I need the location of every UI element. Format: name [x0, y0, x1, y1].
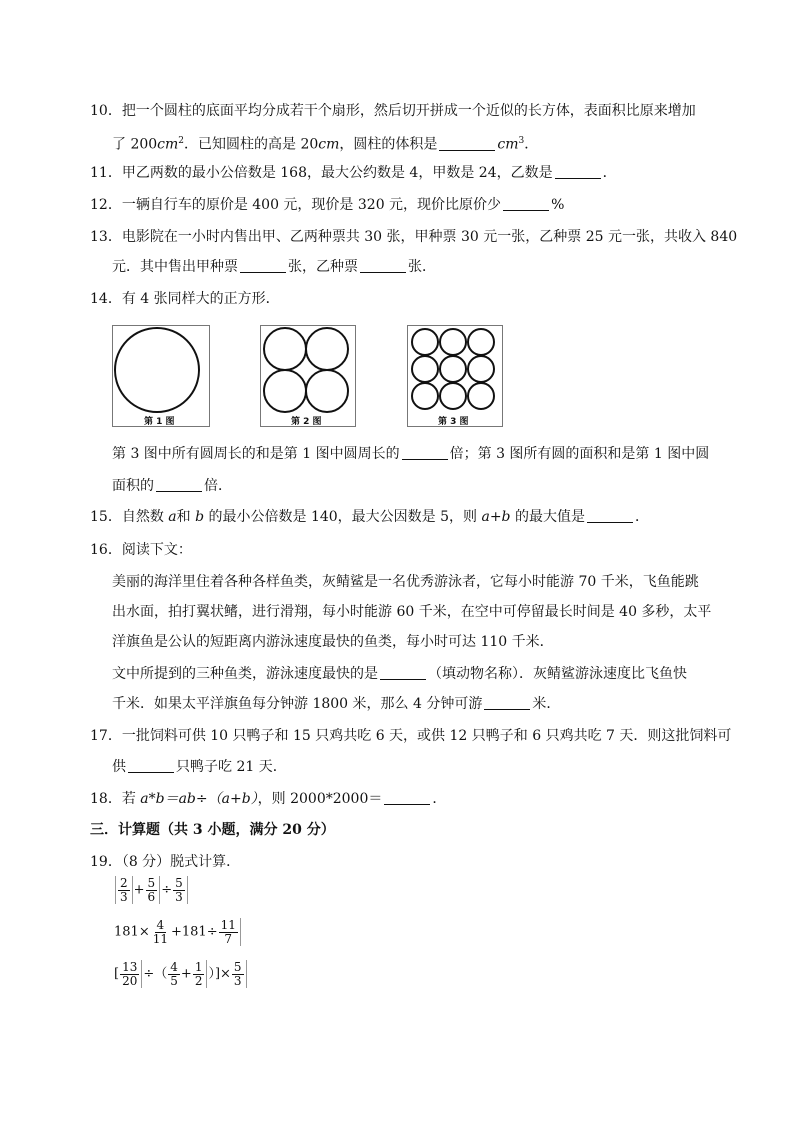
circle	[468, 356, 494, 382]
q16-para-line1	[112, 572, 699, 592]
figure-1-caption: 第 1 图	[144, 417, 175, 427]
q16-p2: 出水面，拍打翼状鳍，进行滑翔，每小时能游 60 千米，在空中可停留最长时间是 40 多秒，太平	[112, 604, 712, 620]
q13-end: 张．	[408, 259, 436, 275]
q16-title: 16．阅读下文：	[90, 542, 192, 558]
circle	[440, 356, 466, 382]
question-14	[90, 289, 280, 309]
fraction: $\frac{5}{6}$	[147, 875, 156, 904]
answer-blank[interactable]	[384, 790, 430, 805]
var-a: a	[168, 509, 177, 525]
circle	[412, 383, 438, 409]
q18-end: ．	[432, 791, 447, 807]
q15-mid1: 和	[176, 509, 196, 525]
question-17-line1	[90, 726, 731, 746]
q14-line1-mid: 倍；第 3 图所有圆的面积和是第 1 图中圆	[449, 446, 710, 462]
answer-blank[interactable]	[156, 477, 202, 492]
fraction: $\frac{5}{3}$	[233, 959, 242, 988]
q19-title: 19．（8 分）脱式计算．	[90, 854, 241, 870]
q10-pre: 了 200	[112, 136, 158, 153]
fraction: $\frac{11}{7}$	[220, 917, 236, 946]
answer-blank[interactable]	[484, 695, 530, 710]
q15-end: ．	[634, 509, 649, 525]
q15-pre: 15．自然数	[90, 509, 169, 525]
figure-3-frame	[407, 325, 503, 427]
q13-pre: 元．其中售出甲种票	[112, 259, 238, 275]
fraction: $\frac{4}{11}$	[152, 917, 168, 946]
question-13-line2	[112, 257, 436, 277]
q16-q1-mid: （填动物名称）．灰鲭鲨游泳速度比飞鱼快	[428, 666, 687, 682]
q18-pre: 18．若	[90, 791, 141, 807]
q10-unit2: cm	[318, 136, 340, 153]
question-14-line2	[112, 444, 709, 464]
circle	[264, 370, 306, 412]
fraction: $\frac{1}{2}$	[194, 959, 203, 988]
question-19-title	[90, 852, 240, 872]
q16-q1-pre: 文中所提到的三种鱼类，游泳速度最快的是	[112, 666, 378, 682]
operator: ÷（	[143, 966, 168, 982]
bracket: [	[114, 966, 120, 982]
q10-mid2: ，圆柱的体积是	[339, 136, 438, 153]
fraction: $\frac{5}{3}$	[175, 875, 183, 904]
q18-mid: ，则 2000*2000＝	[257, 791, 383, 807]
question-14-line3	[112, 476, 232, 496]
expr-part: 181×	[114, 924, 150, 940]
q13-mid: 张，乙种票	[288, 259, 358, 275]
section-heading	[90, 820, 335, 840]
section3-title: 三．计算题（共 3 小题，满分 20 分）	[90, 822, 335, 838]
figure-3-svg	[408, 326, 502, 426]
circle	[412, 329, 438, 355]
q16-question-line1	[112, 664, 687, 684]
answer-blank[interactable]	[402, 445, 448, 460]
answer-blank[interactable]	[555, 164, 601, 179]
q13-text: 13．电影院在一小时内售出甲、乙两种票共 30 张，甲种票 30 元一张，乙种票 25 元一张，共收入 840	[90, 229, 738, 245]
q14-line2-end: 倍．	[204, 478, 232, 494]
figure-3-caption: 第 3 图	[438, 417, 469, 427]
question-17-line2	[112, 757, 287, 777]
answer-blank[interactable]	[587, 508, 633, 523]
fraction: $\frac{2}{3}$	[120, 875, 128, 904]
q16-para-line3	[112, 632, 554, 652]
q10-sup1: 2	[178, 136, 185, 146]
figure-1-frame	[112, 325, 210, 427]
answer-blank[interactable]	[380, 665, 426, 680]
fraction: $\frac{4}{5}$	[170, 959, 178, 988]
circle	[306, 370, 348, 412]
answer-blank[interactable]	[360, 258, 406, 273]
figure-1-svg	[113, 326, 209, 426]
q17-text: 17．一批饲料可供 10 只鸭子和 15 只鸡共吃 6 天，或供 12 只鸭子和 6 只鸡共吃 7 天．则这批饲料可	[90, 728, 732, 744]
circle	[306, 328, 348, 370]
circle	[468, 383, 494, 409]
figure-2-caption: 第 2 图	[291, 417, 322, 427]
q10-unit3: cm	[497, 136, 519, 153]
var-ab: a+b	[481, 509, 511, 525]
q10-unit1: cm	[157, 136, 179, 153]
q10-end: ．	[524, 136, 539, 153]
question-12	[90, 195, 564, 215]
answer-blank[interactable]	[240, 258, 286, 273]
q18-expr: a*b＝ab÷（a+b）	[140, 791, 258, 807]
question-13-line1	[90, 227, 737, 247]
circle	[264, 328, 306, 370]
q16-q2-end: 米．	[532, 696, 561, 712]
operator: ÷	[161, 882, 173, 898]
circle	[440, 329, 466, 355]
q15-mid2: 的最小公倍数是 140，最大公因数是 5，则	[204, 509, 482, 525]
q14-text: 14．有 4 张同样大的正方形．	[90, 291, 280, 307]
fraction: $\frac{13}{20}$	[122, 959, 138, 988]
operator: +	[133, 882, 145, 898]
expr-part: +181÷	[171, 924, 218, 940]
answer-blank[interactable]	[439, 136, 495, 151]
q10-sup3: 3	[518, 136, 525, 146]
expression-3	[114, 960, 248, 988]
q14-line1-pre: 第 3 图中所有圆周长的和是第 1 图中圆周长的	[112, 446, 400, 462]
operator: ）]×	[208, 966, 231, 982]
q11-text: 11．甲乙两数的最小公倍数是 168，最大公约数是 4，甲数是 24，乙数是	[90, 165, 553, 181]
question-10-line2	[112, 131, 538, 155]
q16-p1: 美丽的海洋里住着各种各样鱼类，灰鲭鲨是一名优秀游泳者，它每小时能游 70 千米，飞鱼能跳	[112, 574, 699, 590]
q16-p3: 洋旗鱼是公认的短距离内游泳速度最快的鱼类，每小时可达 110 千米．	[112, 634, 554, 650]
circle	[440, 383, 466, 409]
q14-line2-pre: 面积的	[112, 478, 154, 494]
q12-text: 12．一辆自行车的原价是 400 元，现价是 320 元，现价比原价少	[90, 197, 502, 213]
q10-mid: ．已知圆柱的高是 20	[184, 136, 319, 153]
q16-question-line2	[112, 694, 560, 714]
question-11	[90, 163, 617, 183]
question-15	[90, 507, 649, 527]
expression-2	[114, 918, 242, 946]
figure-2-frame	[260, 325, 356, 427]
q12-end: %	[551, 197, 565, 213]
figure-2-svg	[261, 326, 355, 426]
expression-1	[114, 876, 189, 904]
operator: +	[180, 966, 192, 982]
q17-end: 只鸭子吃 21 天．	[176, 759, 287, 775]
question-18	[90, 789, 446, 809]
q11-end: ．	[602, 165, 617, 181]
q15-mid3: 的最大值是	[510, 509, 585, 525]
q16-para-line2	[112, 602, 711, 622]
question-16-title	[90, 540, 192, 560]
answer-blank[interactable]	[503, 196, 549, 211]
q17-pre: 供	[112, 759, 126, 775]
question-10-line1	[90, 101, 696, 121]
circle	[412, 356, 438, 382]
circle	[468, 329, 494, 355]
large-circle	[115, 328, 199, 412]
q16-q2-pre: 千米．如果太平洋旗鱼每分钟游 1800 米，那么 4 分钟可游	[112, 696, 483, 712]
q10-text: 10．把一个圆柱的底面平均分成若干个扇形，然后切开拼成一个近似的长方体，表面积比原来增加	[90, 103, 696, 119]
var-b: b	[195, 509, 205, 525]
answer-blank[interactable]	[128, 758, 174, 773]
